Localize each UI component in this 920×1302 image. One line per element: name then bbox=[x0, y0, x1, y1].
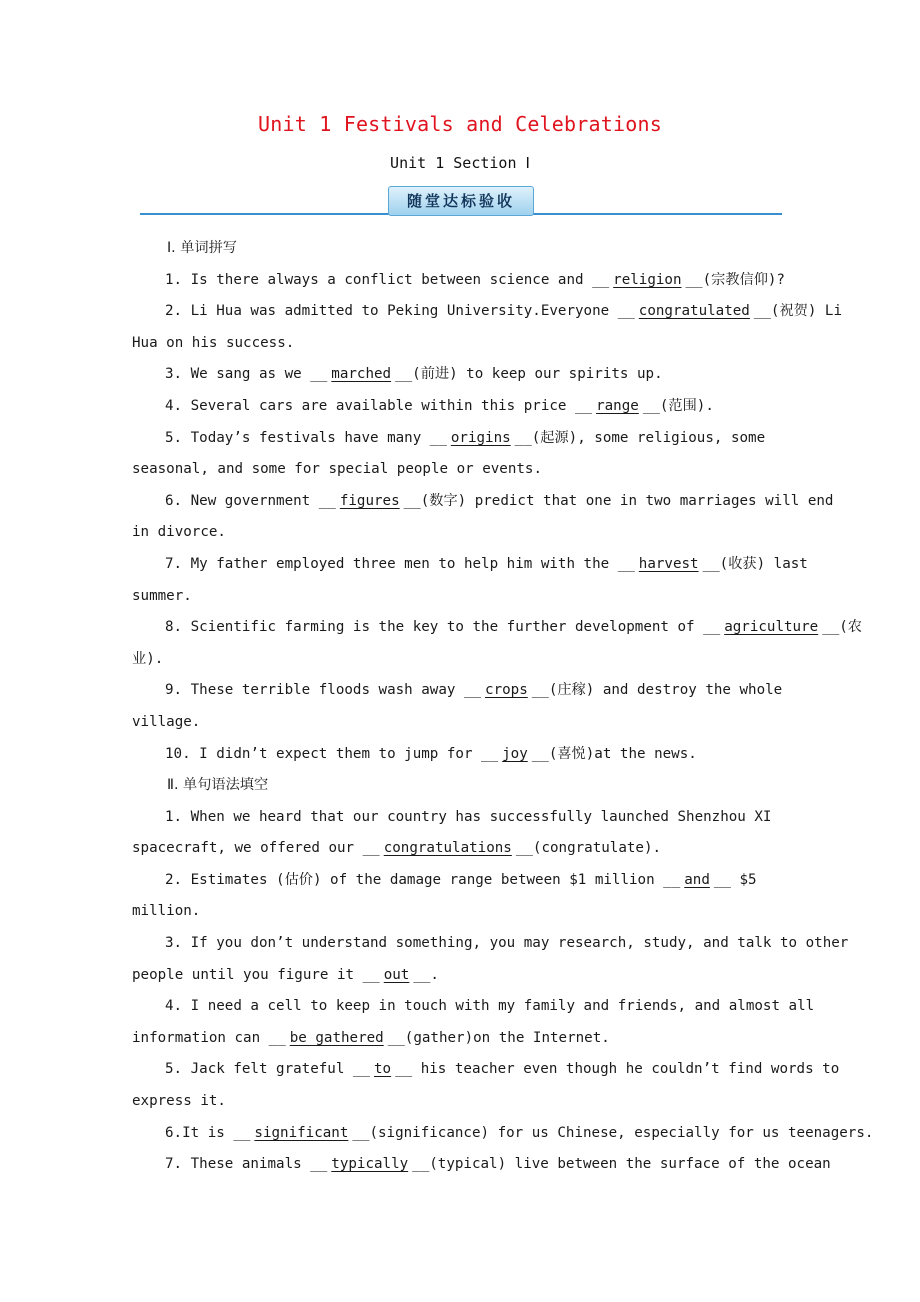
answer: religion bbox=[613, 271, 682, 288]
answer: significant bbox=[254, 1124, 349, 1141]
answer: typically bbox=[331, 1156, 409, 1173]
answer: agriculture bbox=[724, 619, 819, 636]
s2-item-3: 3. If you don’t understand something, you may research, study, and talk to other bbox=[165, 935, 849, 952]
s1-item-8: 8. Scientific farming is the key to the further development of __ agriculture __(农 bbox=[165, 619, 862, 636]
section1-heading: Ⅰ. 单词拼写 bbox=[167, 240, 237, 256]
answer: to bbox=[374, 1061, 392, 1078]
answer: range bbox=[596, 397, 639, 414]
s1-item-5-cont: seasonal, and some for special people or events. bbox=[132, 461, 542, 478]
exercise-content bbox=[132, 233, 874, 1181]
s1-item-10: 10. I didn’t expect them to jump for __ joy __(喜悦)at the news. bbox=[165, 745, 697, 762]
section-banner: 随堂达标验收 bbox=[388, 186, 534, 216]
s2-item-4-cont: information can __ be gathered __(gather)on the Internet. bbox=[132, 1029, 610, 1046]
s2-item-2-cont: million. bbox=[132, 903, 201, 920]
s1-item-7: 7. My father employed three men to help him with the __ harvest __(收获) last bbox=[165, 555, 808, 572]
s1-item-8-cont: 业). bbox=[132, 650, 164, 667]
section2-heading: Ⅱ. 单句语法填空 bbox=[167, 777, 269, 794]
s1-item-5: 5. Today’s festivals have many __ origins __(起源), some religious, some bbox=[165, 429, 766, 446]
answer: joy bbox=[502, 745, 528, 762]
s2-item-5-cont: express it. bbox=[132, 1093, 226, 1110]
answer: and bbox=[684, 871, 710, 888]
s2-item-3-cont: people until you figure it __ out __. bbox=[132, 966, 439, 983]
answer: marched bbox=[331, 366, 392, 383]
s1-item-4: 4. Several cars are available within this price __ range __(范围). bbox=[165, 397, 714, 414]
answer: origins bbox=[450, 429, 511, 446]
s1-item-2: 2. Li Hua was admitted to Peking University.Everyone __ congratulated __(祝贺) Li bbox=[165, 303, 843, 320]
s2-item-4: 4. I need a cell to keep in touch with my family and friends, and almost all bbox=[165, 998, 815, 1015]
section-subtitle: Unit 1 Section Ⅰ bbox=[390, 154, 530, 172]
banner-area bbox=[140, 186, 782, 216]
answer: harvest bbox=[638, 555, 699, 572]
s2-item-6: 6.It is __ significant __(significance) for us Chinese, especially for us teenagers. bbox=[165, 1124, 874, 1141]
answer: out bbox=[383, 966, 410, 983]
unit-title: Unit 1 Festivals and Celebrations bbox=[258, 112, 662, 136]
s1-item-9: 9. These terrible floods wash away __ crops __(庄稼) and destroy the whole bbox=[165, 682, 783, 699]
answer: congratulated bbox=[638, 303, 750, 320]
s2-item-1-cont: spacecraft, we offered our __ congratulations __(congratulate). bbox=[132, 840, 662, 857]
s1-item-6: 6. New government __ figures __(数字) predict that one in two marriages will end bbox=[165, 492, 834, 509]
s1-item-1: 1. Is there always a conflict between science and __ religion __(宗教信仰)? bbox=[165, 271, 785, 288]
answer: be gathered bbox=[289, 1029, 384, 1046]
s1-item-6-cont: in divorce. bbox=[132, 524, 226, 541]
answer: crops bbox=[485, 682, 528, 699]
s2-item-1: 1. When we heard that our country has successfully launched Shenzhou XI bbox=[165, 808, 772, 825]
s1-item-2-cont: Hua on his success. bbox=[132, 334, 295, 351]
s2-item-2: 2. Estimates (估价) of the damage range between $1 million __ and __ $5 bbox=[165, 871, 757, 888]
answer: figures bbox=[339, 492, 400, 509]
s1-item-3: 3. We sang as we __ marched __(前进) to keep our spirits up. bbox=[165, 366, 663, 383]
answer: congratulations bbox=[383, 840, 512, 857]
s2-item-5: 5. Jack felt grateful __ to __ his teacher even though he couldn’t find words to bbox=[165, 1061, 840, 1078]
s1-item-9-cont: village. bbox=[132, 713, 201, 730]
s2-item-7: 7. These animals __ typically __(typical) live between the surface of the ocean bbox=[165, 1156, 831, 1173]
s1-item-7-cont: summer. bbox=[132, 587, 192, 604]
